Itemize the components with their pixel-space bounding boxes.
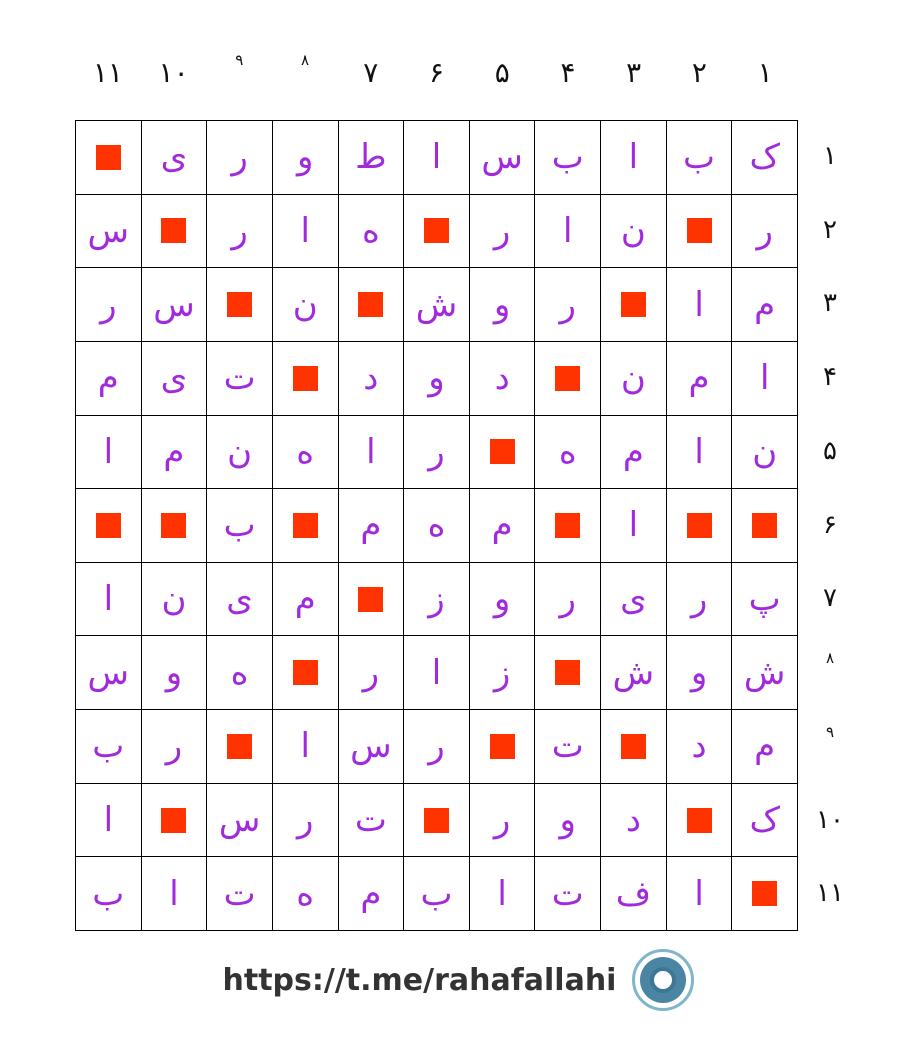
letter-cell: ب: [207, 489, 273, 563]
letter-cell: ف: [601, 857, 667, 931]
letter-cell: ر: [339, 636, 405, 710]
row-number: ۶: [823, 509, 837, 540]
blocked-cell: [404, 195, 470, 269]
blocked-cell: [142, 784, 208, 858]
letter-cell: ا: [76, 416, 142, 490]
letter-cell: س: [470, 121, 536, 195]
letter-cell: ر: [404, 710, 470, 784]
blocked-square: [687, 513, 712, 538]
row-number: ۱۰: [816, 804, 844, 835]
letter-cell: ا: [667, 857, 733, 931]
letter-cell: د: [667, 710, 733, 784]
letter-cell: س: [207, 784, 273, 858]
letter-cell: د: [339, 342, 405, 416]
letter-cell: ش: [601, 636, 667, 710]
letter-cell: ا: [142, 857, 208, 931]
letter-cell: ا: [76, 784, 142, 858]
letter-cell: و: [470, 268, 536, 342]
letter-cell: ر: [470, 195, 536, 269]
letter-cell: ا: [732, 342, 798, 416]
letter-cell: ش: [404, 268, 470, 342]
blocked-cell: [535, 489, 601, 563]
blocked-square: [424, 218, 449, 243]
footer: [0, 945, 917, 1015]
blocked-square: [621, 292, 646, 317]
letter-cell: ت: [207, 857, 273, 931]
letter-cell: ا: [667, 268, 733, 342]
blocked-square: [227, 292, 252, 317]
blocked-square: [752, 881, 777, 906]
letter-cell: ی: [142, 342, 208, 416]
blocked-cell: [76, 489, 142, 563]
letter-cell: ا: [535, 195, 601, 269]
column-number: ۶: [428, 56, 444, 89]
blocked-square: [687, 218, 712, 243]
letter-cell: ه: [535, 416, 601, 490]
blocked-square: [687, 808, 712, 833]
letter-cell: ه: [404, 489, 470, 563]
letter-cell: ا: [601, 121, 667, 195]
letter-cell: ت: [339, 784, 405, 858]
blocked-square: [293, 366, 318, 391]
blocked-square: [96, 513, 121, 538]
row-number: ۴: [823, 362, 837, 393]
column-number: ۱: [757, 56, 773, 89]
letter-cell: ن: [732, 416, 798, 490]
letter-cell: ب: [404, 857, 470, 931]
blocked-square: [555, 366, 580, 391]
blocked-cell: [76, 121, 142, 195]
blocked-square: [490, 734, 515, 759]
letter-cell: ت: [535, 710, 601, 784]
row-number: ۷: [823, 583, 837, 614]
letter-cell: ت: [535, 857, 601, 931]
letter-cell: ک: [732, 784, 798, 858]
blocked-cell: [207, 710, 273, 784]
letter-cell: ر: [273, 784, 339, 858]
letter-cell: ر: [535, 268, 601, 342]
column-number: ۸: [301, 51, 310, 69]
blocked-cell: [273, 636, 339, 710]
letter-cell: م: [76, 342, 142, 416]
letter-cell: س: [76, 636, 142, 710]
blocked-cell: [535, 636, 601, 710]
blocked-cell: [273, 489, 339, 563]
row-number: ۱: [823, 141, 837, 171]
letter-cell: و: [535, 784, 601, 858]
blocked-cell: [273, 342, 339, 416]
letter-cell: ه: [207, 636, 273, 710]
letter-cell: ا: [404, 636, 470, 710]
row-number: ۲: [823, 214, 837, 245]
letter-cell: ا: [470, 857, 536, 931]
letter-cell: ط: [339, 121, 405, 195]
letter-cell: س: [76, 195, 142, 269]
blocked-cell: [667, 489, 733, 563]
letter-cell: ر: [207, 121, 273, 195]
row-number: ۹: [825, 722, 835, 741]
letter-cell: م: [142, 416, 208, 490]
blocked-square: [293, 660, 318, 685]
letter-cell: ن: [207, 416, 273, 490]
letter-cell: ب: [667, 121, 733, 195]
row-number: ۳: [823, 288, 837, 319]
letter-cell: ر: [667, 563, 733, 637]
letter-cell: ی: [142, 121, 208, 195]
blocked-cell: [339, 268, 405, 342]
blocked-cell: [404, 784, 470, 858]
letter-cell: م: [339, 857, 405, 931]
blocked-square: [161, 808, 186, 833]
letter-cell: ب: [535, 121, 601, 195]
row-numbers: [800, 120, 860, 931]
blocked-cell: [207, 268, 273, 342]
letter-cell: ا: [404, 121, 470, 195]
letter-cell: م: [601, 416, 667, 490]
letter-cell: ر: [535, 563, 601, 637]
letter-cell: و: [273, 121, 339, 195]
letter-cell: ن: [142, 563, 208, 637]
blocked-cell: [535, 342, 601, 416]
letter-cell: ب: [76, 710, 142, 784]
letter-cell: م: [667, 342, 733, 416]
letter-cell: ی: [207, 563, 273, 637]
blocked-square: [752, 513, 777, 538]
crossword-grid: [75, 120, 798, 931]
column-number: ۴: [560, 56, 576, 89]
column-number: ۱۱: [92, 56, 123, 89]
column-number: ۳: [626, 56, 642, 89]
letter-cell: م: [470, 489, 536, 563]
blocked-cell: [667, 784, 733, 858]
blocked-cell: [732, 857, 798, 931]
letter-cell: ت: [207, 342, 273, 416]
channel-logo-icon: [632, 949, 694, 1011]
letter-cell: د: [470, 342, 536, 416]
column-number: ۷: [363, 56, 379, 89]
column-number: ۲: [691, 56, 707, 89]
column-number: ۵: [494, 56, 510, 89]
column-number: ۱۰: [158, 56, 189, 89]
letter-cell: س: [142, 268, 208, 342]
letter-cell: و: [667, 636, 733, 710]
blocked-cell: [667, 195, 733, 269]
letter-cell: ا: [601, 489, 667, 563]
blocked-square: [161, 513, 186, 538]
letter-cell: و: [142, 636, 208, 710]
blocked-square: [358, 587, 383, 612]
row-number: ۵: [823, 435, 837, 466]
letter-cell: ه: [273, 857, 339, 931]
letter-cell: ر: [207, 195, 273, 269]
letter-cell: ر: [142, 710, 208, 784]
letter-cell: ر: [470, 784, 536, 858]
letter-cell: م: [732, 710, 798, 784]
letter-cell: ا: [76, 563, 142, 637]
letter-cell: ک: [732, 121, 798, 195]
letter-cell: د: [601, 784, 667, 858]
blocked-square: [621, 734, 646, 759]
blocked-cell: [142, 195, 208, 269]
letter-cell: ز: [470, 636, 536, 710]
blocked-square: [161, 218, 186, 243]
letter-cell: ن: [601, 195, 667, 269]
letter-cell: پ: [732, 563, 798, 637]
letter-cell: ر: [76, 268, 142, 342]
blocked-cell: [732, 489, 798, 563]
letter-cell: س: [339, 710, 405, 784]
letter-cell: ه: [339, 195, 405, 269]
channel-link[interactable]: https://t.me/rahafallahi: [222, 962, 617, 998]
letter-cell: ا: [339, 416, 405, 490]
blocked-square: [424, 808, 449, 833]
blocked-square: [227, 734, 252, 759]
blocked-square: [555, 660, 580, 685]
letter-cell: م: [732, 268, 798, 342]
letter-cell: م: [339, 489, 405, 563]
blocked-cell: [339, 563, 405, 637]
letter-cell: ر: [732, 195, 798, 269]
blocked-square: [490, 439, 515, 464]
letter-cell: ز: [404, 563, 470, 637]
letter-cell: ن: [601, 342, 667, 416]
row-number: ۱۱: [816, 878, 844, 909]
letter-cell: ه: [273, 416, 339, 490]
letter-cell: ب: [76, 857, 142, 931]
blocked-cell: [470, 416, 536, 490]
blocked-cell: [601, 710, 667, 784]
row-number: ۸: [825, 649, 835, 668]
letter-cell: ر: [404, 416, 470, 490]
letter-cell: م: [273, 563, 339, 637]
letter-cell: و: [470, 563, 536, 637]
letter-cell: ا: [667, 416, 733, 490]
letter-cell: ا: [273, 710, 339, 784]
blocked-square: [358, 292, 383, 317]
blocked-square: [555, 513, 580, 538]
letter-cell: و: [404, 342, 470, 416]
blocked-cell: [601, 268, 667, 342]
letter-cell: ی: [601, 563, 667, 637]
blocked-cell: [470, 710, 536, 784]
column-numbers: [75, 45, 798, 100]
letter-cell: ن: [273, 268, 339, 342]
blocked-square: [293, 513, 318, 538]
letter-cell: ش: [732, 636, 798, 710]
blocked-cell: [142, 489, 208, 563]
letter-cell: ا: [273, 195, 339, 269]
blocked-square: [96, 145, 121, 170]
column-number: ۹: [235, 51, 244, 69]
